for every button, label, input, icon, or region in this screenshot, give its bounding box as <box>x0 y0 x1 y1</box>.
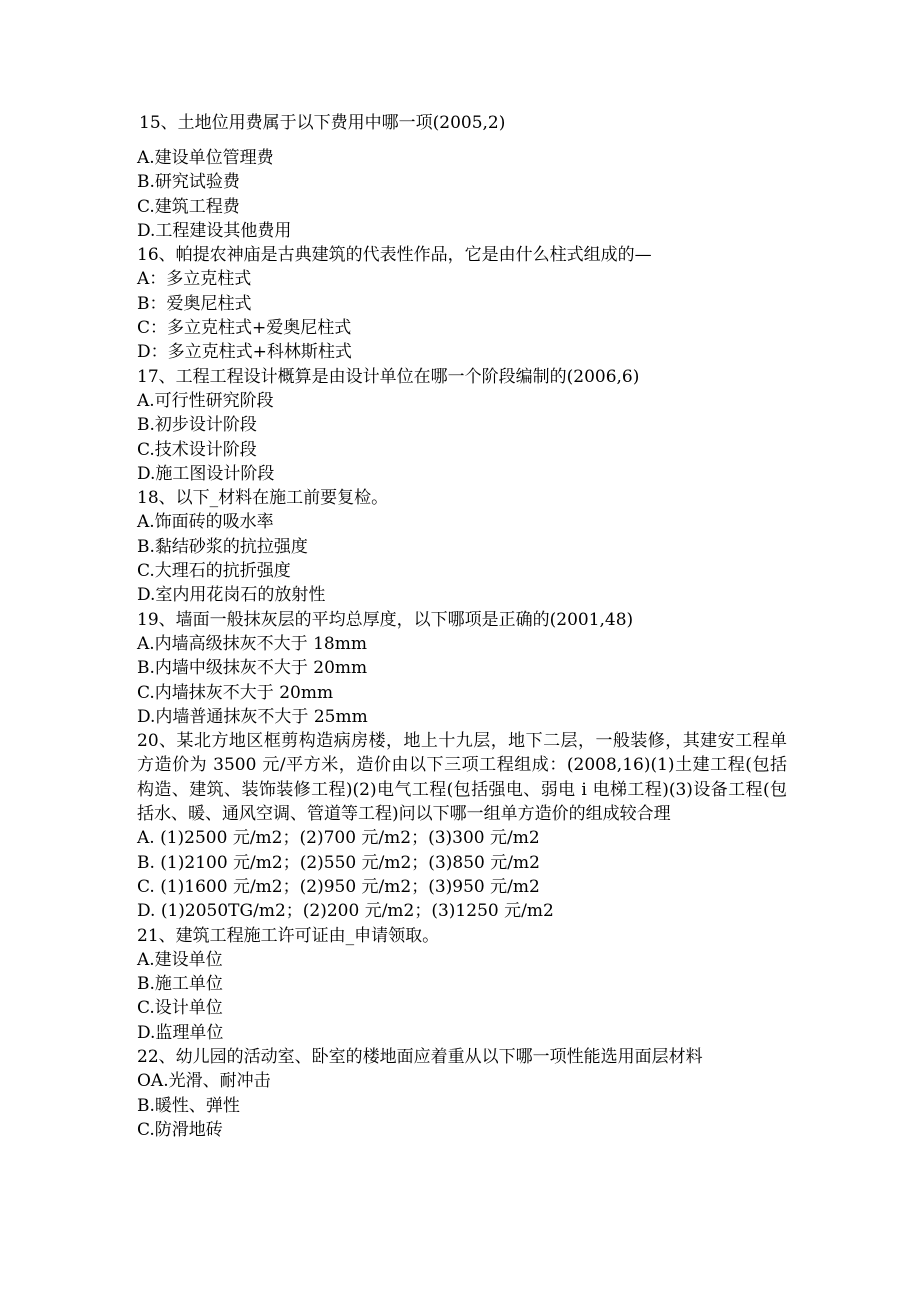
question-16-option-b: B：爱奥尼柱式 <box>137 293 252 314</box>
question-19-option-c: C.内墙抹灰不大于 20mm <box>137 682 334 703</box>
question-19-option-d: D.内墙普通抹灰不大于 25mm <box>137 706 368 727</box>
question-18-title: 18、以下_材料在施工前要复检。 <box>137 488 389 509</box>
question-list <box>137 146 787 1142</box>
question-21-option-d: D.监理单位 <box>137 1022 224 1043</box>
question-16-option-c: C：多立克柱式+爱奥尼柱式 <box>137 318 352 339</box>
question-15-title: 15、土地位用费属于以下费用中哪一项(2005,2) <box>139 113 506 133</box>
question-20-option-a: A. (1)2500 元/m2；(2)700 元/m2；(3)300 元/m2 <box>137 828 540 849</box>
question-20-option-c: C. (1)1600 元/m2；(2)950 元/m2；(3)950 元/m2 <box>137 876 540 897</box>
question-21-option-b: B.施工单位 <box>137 974 223 995</box>
question-22-option-a: OA.光滑、耐冲击 <box>137 1071 271 1092</box>
question-15-option-d: D.工程建设其他费用 <box>137 220 292 241</box>
question-17-option-b: B.初步设计阶段 <box>137 415 257 436</box>
question-17-title: 17、工程工程设计概算是由设计单位在哪一个阶段编制的(2006,6) <box>137 366 640 387</box>
question-17-option-c: C.技术设计阶段 <box>137 439 257 460</box>
question-22-title: 22、幼儿园的活动室、卧室的楼地面应着重从以下哪一项性能选用面层材料 <box>137 1046 703 1067</box>
question-20-title: 20、某北方地区框剪构造病房楼，地上十九层，地下二层，一般装修，其建安工程单方造价为 3500 元/平方米，造价由以下三项工程组成：(2008,16)(1)土建工程(包括构造、建筑、装饰装修工程)(2)电气工程(包括强电、弱电 i 电梯工程)(3)设备工程(包括水、暖、通风空调、管道等工程)问以下哪一组单方造价的组成较合理 <box>137 731 787 825</box>
question-17-option-d: D.施工图设计阶段 <box>137 463 275 484</box>
question-18-option-d: D.室内用花岗石的放射性 <box>137 585 326 606</box>
question-22-option-b: B.暖性、弹性 <box>137 1095 240 1116</box>
question-21-title: 21、建筑工程施工许可证由_申请领取。 <box>137 925 440 946</box>
question-18-option-b: B.黏结砂浆的抗拉强度 <box>137 536 308 557</box>
question-15-option-a: A.建设单位管理费 <box>137 148 274 168</box>
question-22-option-c: C.防滑地砖 <box>137 1119 223 1140</box>
question-16-option-a: A：多立克柱式 <box>137 269 252 290</box>
question-15-option-b: B.研究试验费 <box>137 172 240 193</box>
question-18-option-c: C.大理石的抗折强度 <box>137 561 291 582</box>
question-15-option-c: C.建筑工程费 <box>137 196 240 217</box>
question-19-option-a: A.内墙高级抹灰不大于 18mm <box>137 633 367 654</box>
question-19-title: 19、墙面一般抹灰层的平均总厚度，以下哪项是正确的(2001,48) <box>137 609 634 630</box>
question-20-option-b: B. (1)2100 元/m2；(2)550 元/m2；(3)850 元/m2 <box>137 852 540 873</box>
question-18-option-a: A.饰面砖的吸水率 <box>137 512 274 533</box>
question-21-option-a: A.建设单位 <box>137 949 223 970</box>
question-19-option-b: B.内墙中级抹灰不大于 20mm <box>137 658 368 679</box>
question-20-option-d: D. (1)2050TG/m2；(2)200 元/m2；(3)1250 元/m2 <box>137 901 554 922</box>
question-16-option-d: D：多立克柱式+科林斯柱式 <box>137 342 352 363</box>
question-16-title: 16、帕提农神庙是古典建筑的代表性作品，它是由什么柱式组成的— <box>137 245 652 266</box>
question-17-option-a: A.可行性研究阶段 <box>137 390 274 411</box>
question-21-option-c: C.设计单位 <box>137 998 223 1019</box>
